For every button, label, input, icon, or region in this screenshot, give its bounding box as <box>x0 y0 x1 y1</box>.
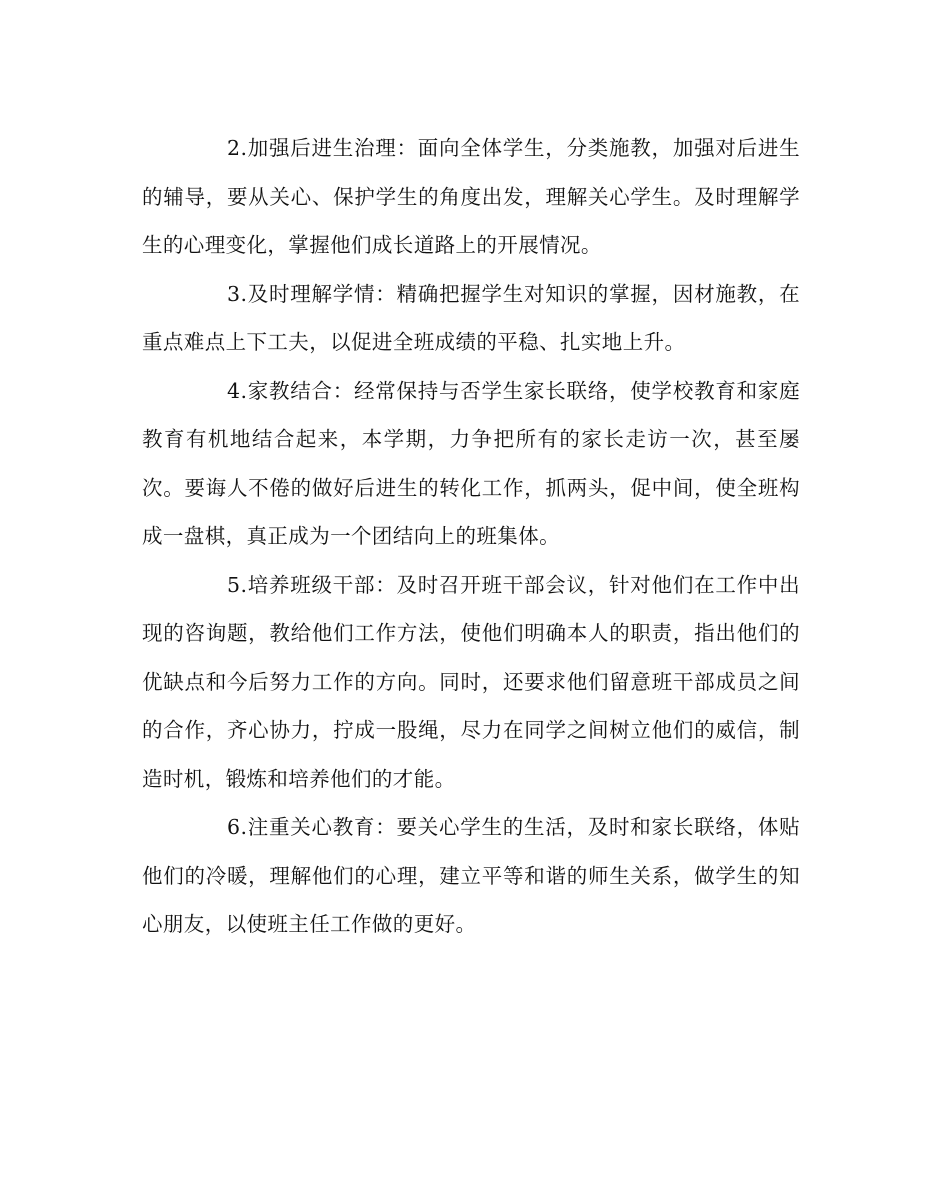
paragraph-item-6: 6.注重关心教育：要关心学生的生活，及时和家长联络，体贴他们的冷暖，理解他们的心理，建立平等和谐的师生关系，做学生的知心朋友，以使班主任工作做的更好。 <box>142 815 800 936</box>
paragraph-item-5: 5.培养班级干部：及时召开班干部会议，针对他们在工作中出现的咨询题，教给他们工作方法，使他们明确本人的职责，指出他们的优缺点和今后努力工作的方向。同时，还要求他们留意班干部成员之间的合作，齐心协力，拧成一股绳，尽力在同学之间树立他们的威信，制造时机，锻炼和培养他们的才能。 <box>142 572 800 791</box>
paragraph-item-4: 4.家教结合：经常保持与否学生家长联络，使学校教育和家庭教育有机地结合起来，本学期，力争把所有的家长走访一次，甚至屡次。要诲人不倦的做好后进生的转化工作，抓两头，促中间，使全班构成一盘棋，真正成为一个团结向上的班集体。 <box>142 378 800 548</box>
paragraph-item-3: 3.及时理解学情：精确把握学生对知识的掌握，因材施教，在重点难点上下工夫，以促进全班成绩的平稳、扎实地上升。 <box>142 281 800 354</box>
document-body <box>142 124 800 949</box>
paragraph-item-2: 2.加强后进生治理：面向全体学生，分类施教，加强对后进生的辅导，要从关心、保护学生的角度出发，理解关心学生。及时理解学生的心理变化，掌握他们成长道路上的开展情况。 <box>142 136 800 257</box>
